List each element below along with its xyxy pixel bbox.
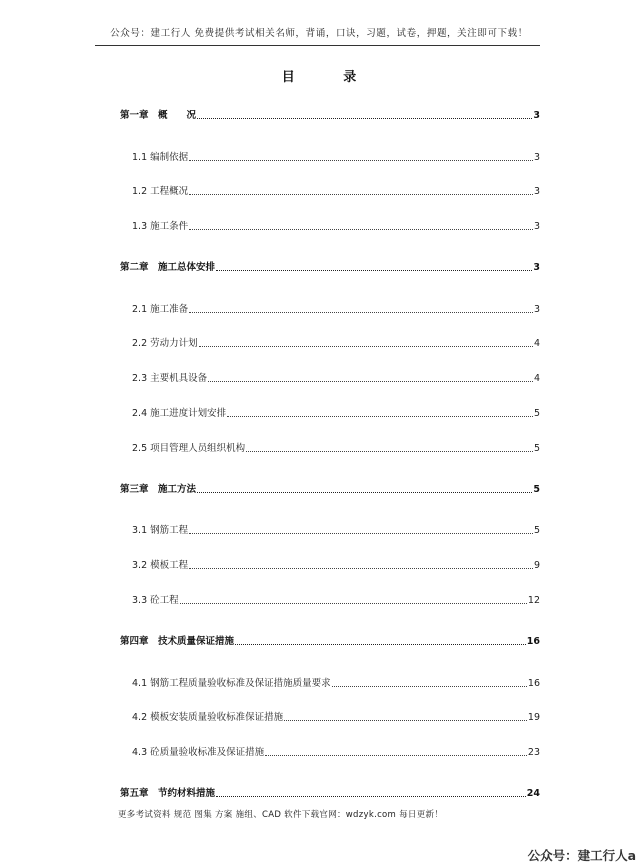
toc-entry-label: 2.3 主要机具设备 — [132, 373, 208, 384]
toc-entry-page: 3 — [533, 221, 540, 232]
toc-entry[interactable] — [132, 219, 540, 233]
toc-entry-label: 4.3 砼质量验收标准及保证措施 — [132, 747, 265, 758]
toc-entry-label: 3.2 模板工程 — [132, 560, 189, 571]
toc-entry[interactable] — [132, 745, 540, 759]
toc-entry[interactable] — [120, 260, 540, 274]
toc-leader-dots — [227, 416, 533, 417]
toc-entry[interactable] — [132, 302, 540, 316]
toc-entry-label: 2.1 施工准备 — [132, 304, 189, 315]
toc-entry-label: 3.1 钢筋工程 — [132, 525, 189, 536]
toc-leader-dots — [216, 270, 532, 271]
toc-leader-dots — [189, 533, 533, 534]
page-header-text: 公众号：建工行人 免费提供考试相关名师，背诵，口诀，习题，试卷，押题，关注即可下载！ — [110, 28, 528, 39]
toc-entry[interactable] — [132, 676, 540, 690]
toc-entry-page: 16 — [526, 636, 540, 647]
toc-entry-page: 23 — [527, 747, 540, 758]
toc-entry-page: 24 — [526, 788, 540, 799]
toc-entry-label: 第四章 技术质量保证措施 — [120, 636, 235, 647]
toc-entry-page: 5 — [533, 484, 540, 495]
toc-leader-dots — [189, 194, 533, 195]
watermark-text: 公众号：建工行人a — [527, 848, 636, 863]
toc-entry[interactable] — [132, 184, 540, 198]
toc-entry-label: 2.5 项目管理人员组织机构 — [132, 443, 246, 454]
toc-entry-page: 5 — [533, 525, 540, 536]
toc-entry[interactable] — [132, 710, 540, 724]
toc-leader-dots — [246, 451, 533, 452]
toc-leader-dots — [197, 492, 532, 493]
toc-entry[interactable] — [132, 150, 540, 164]
toc-title: 目 录 — [281, 70, 379, 85]
toc-entry[interactable] — [132, 558, 540, 572]
toc-leader-dots — [189, 312, 533, 313]
toc-leader-dots — [284, 720, 527, 721]
toc-leader-dots — [180, 603, 527, 604]
toc-entry[interactable] — [120, 108, 540, 122]
toc-leader-dots — [235, 644, 526, 645]
toc-leader-dots — [189, 229, 533, 230]
toc-entry-label: 4.2 模板安装质量验收标准保证措施 — [132, 712, 284, 723]
toc-leader-dots — [197, 118, 532, 119]
toc-entry-page: 19 — [527, 712, 540, 723]
toc-leader-dots — [216, 796, 526, 797]
toc-entry-label: 1.2 工程概况 — [132, 186, 189, 197]
toc-entry-page: 3 — [533, 110, 540, 121]
toc-entry-page: 4 — [533, 373, 540, 384]
toc-entry-label: 第二章 施工总体安排 — [120, 262, 216, 273]
toc-entry[interactable] — [132, 406, 540, 420]
toc-leader-dots — [189, 160, 533, 161]
toc-entry-label: 1.1 编制依据 — [132, 152, 189, 163]
toc-entry[interactable] — [120, 482, 540, 496]
toc-entry-label: 2.2 劳动力计划 — [132, 338, 198, 349]
toc-entry[interactable] — [132, 593, 540, 607]
toc-entry[interactable] — [132, 441, 540, 455]
toc-entry-page: 5 — [533, 443, 540, 454]
toc-entry-page: 16 — [527, 678, 540, 689]
toc-entry-page: 3 — [533, 304, 540, 315]
toc-entry-page: 4 — [533, 338, 540, 349]
toc-entry-page: 3 — [533, 262, 540, 273]
toc-leader-dots — [265, 755, 527, 756]
header-rule — [95, 45, 540, 46]
toc-leader-dots — [332, 686, 527, 687]
toc-leader-dots — [189, 568, 533, 569]
page-footer-text: 更多考试资料 规范 图集 方案 施组、CAD 软件下载官网：wdzyk.com 每日更新！ — [118, 810, 444, 820]
toc-entry-page: 9 — [533, 560, 540, 571]
toc-entry[interactable] — [132, 523, 540, 537]
toc-entry[interactable] — [132, 336, 540, 350]
toc-entry-page: 12 — [527, 595, 540, 606]
toc-entry[interactable] — [120, 786, 540, 800]
toc-entry-page: 3 — [533, 152, 540, 163]
toc-entry-label: 第五章 节约材料措施 — [120, 788, 216, 799]
toc-entry-label: 第一章 概 况 — [120, 110, 197, 121]
toc-entry-label: 1.3 施工条件 — [132, 221, 189, 232]
toc-entry-page: 3 — [533, 186, 540, 197]
toc-entry-label: 2.4 施工进度计划安排 — [132, 408, 227, 419]
toc-leader-dots — [199, 346, 533, 347]
toc-leader-dots — [208, 381, 533, 382]
toc-entry-label: 3.3 砼工程 — [132, 595, 179, 606]
toc-entry[interactable] — [120, 634, 540, 648]
toc-entry-label: 4.1 钢筋工程质量验收标准及保证措施质量要求 — [132, 678, 331, 689]
toc-entry[interactable] — [132, 371, 540, 385]
toc-entry-label: 第三章 施工方法 — [120, 484, 197, 495]
toc-entry-page: 5 — [533, 408, 540, 419]
